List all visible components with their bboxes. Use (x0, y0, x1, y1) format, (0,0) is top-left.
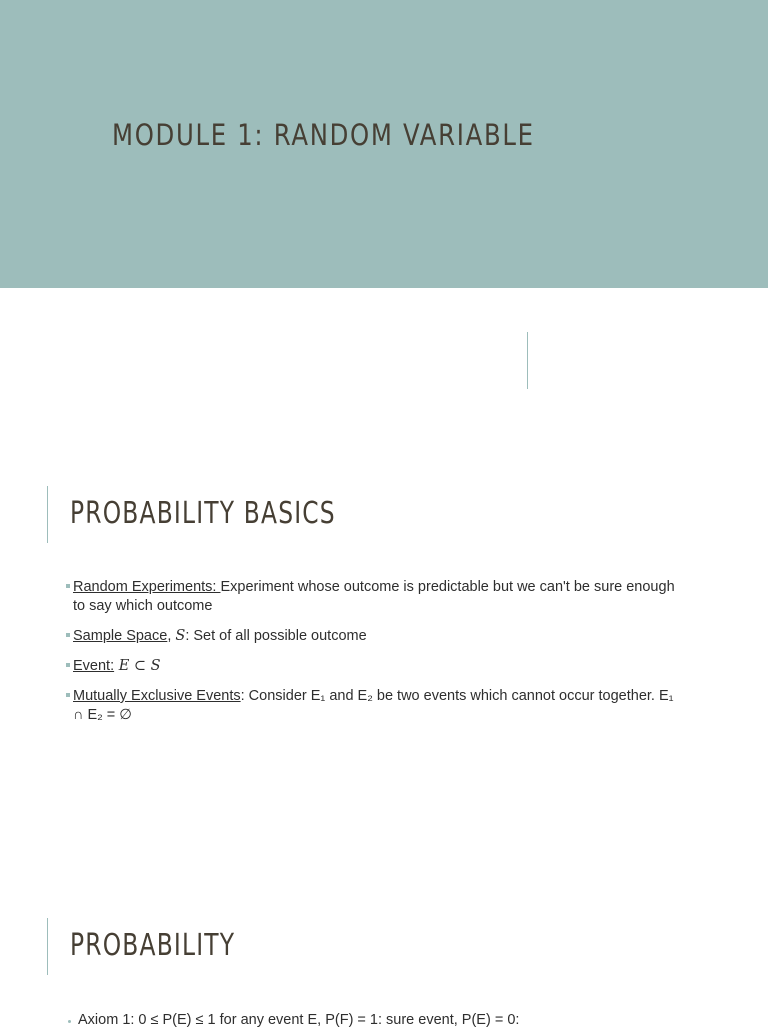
slide-accent-line (527, 332, 528, 389)
term-label: Random Experiments: (73, 579, 221, 595)
bullet-icon (66, 633, 70, 637)
list-item-sample-space (66, 627, 676, 646)
list-item-mutually-exclusive (66, 687, 676, 725)
axiom-line: Axiom 1: 0 ≤ P(E) ≤ 1 for any event E, P(F) = 1: sure event, P(E) = 0: (78, 1012, 520, 1028)
term-label: Mutually Exclusive Events (73, 688, 241, 704)
bullet-icon (68, 1020, 71, 1023)
math-symbol: S (175, 628, 186, 644)
definition-text: : Set of all possible outcome (185, 628, 367, 644)
definition-text: Experiment whose outcome is predictable but we can't be sure enough to say which outcome (73, 579, 675, 614)
term-label: Event: (73, 658, 115, 674)
list-item-event (66, 657, 676, 676)
slide-accent-line (47, 486, 48, 543)
bullet-icon (66, 584, 70, 588)
bullet-icon (66, 663, 70, 667)
module-title: MODULE 1: RANDOM VARIABLE (112, 118, 535, 152)
list-item-random-experiments (66, 578, 676, 616)
bullet-icon (66, 693, 70, 697)
math-expression: E ⊂ S (114, 658, 161, 674)
slide-accent-line (47, 918, 48, 975)
probability-basics-list (66, 578, 676, 736)
term-label: Sample Space (73, 628, 168, 644)
section-title-probability-basics: PROBABILITY BASICS (70, 496, 336, 531)
section-title-probability: PROBABILITY (70, 928, 236, 963)
definition-text: : Consider E₁ and E₂ be two events which cannot occur together. E₁ ∩ E₂ = ∅ (73, 688, 674, 723)
axiom-text (66, 1012, 758, 1028)
separator-text: , (167, 628, 176, 644)
